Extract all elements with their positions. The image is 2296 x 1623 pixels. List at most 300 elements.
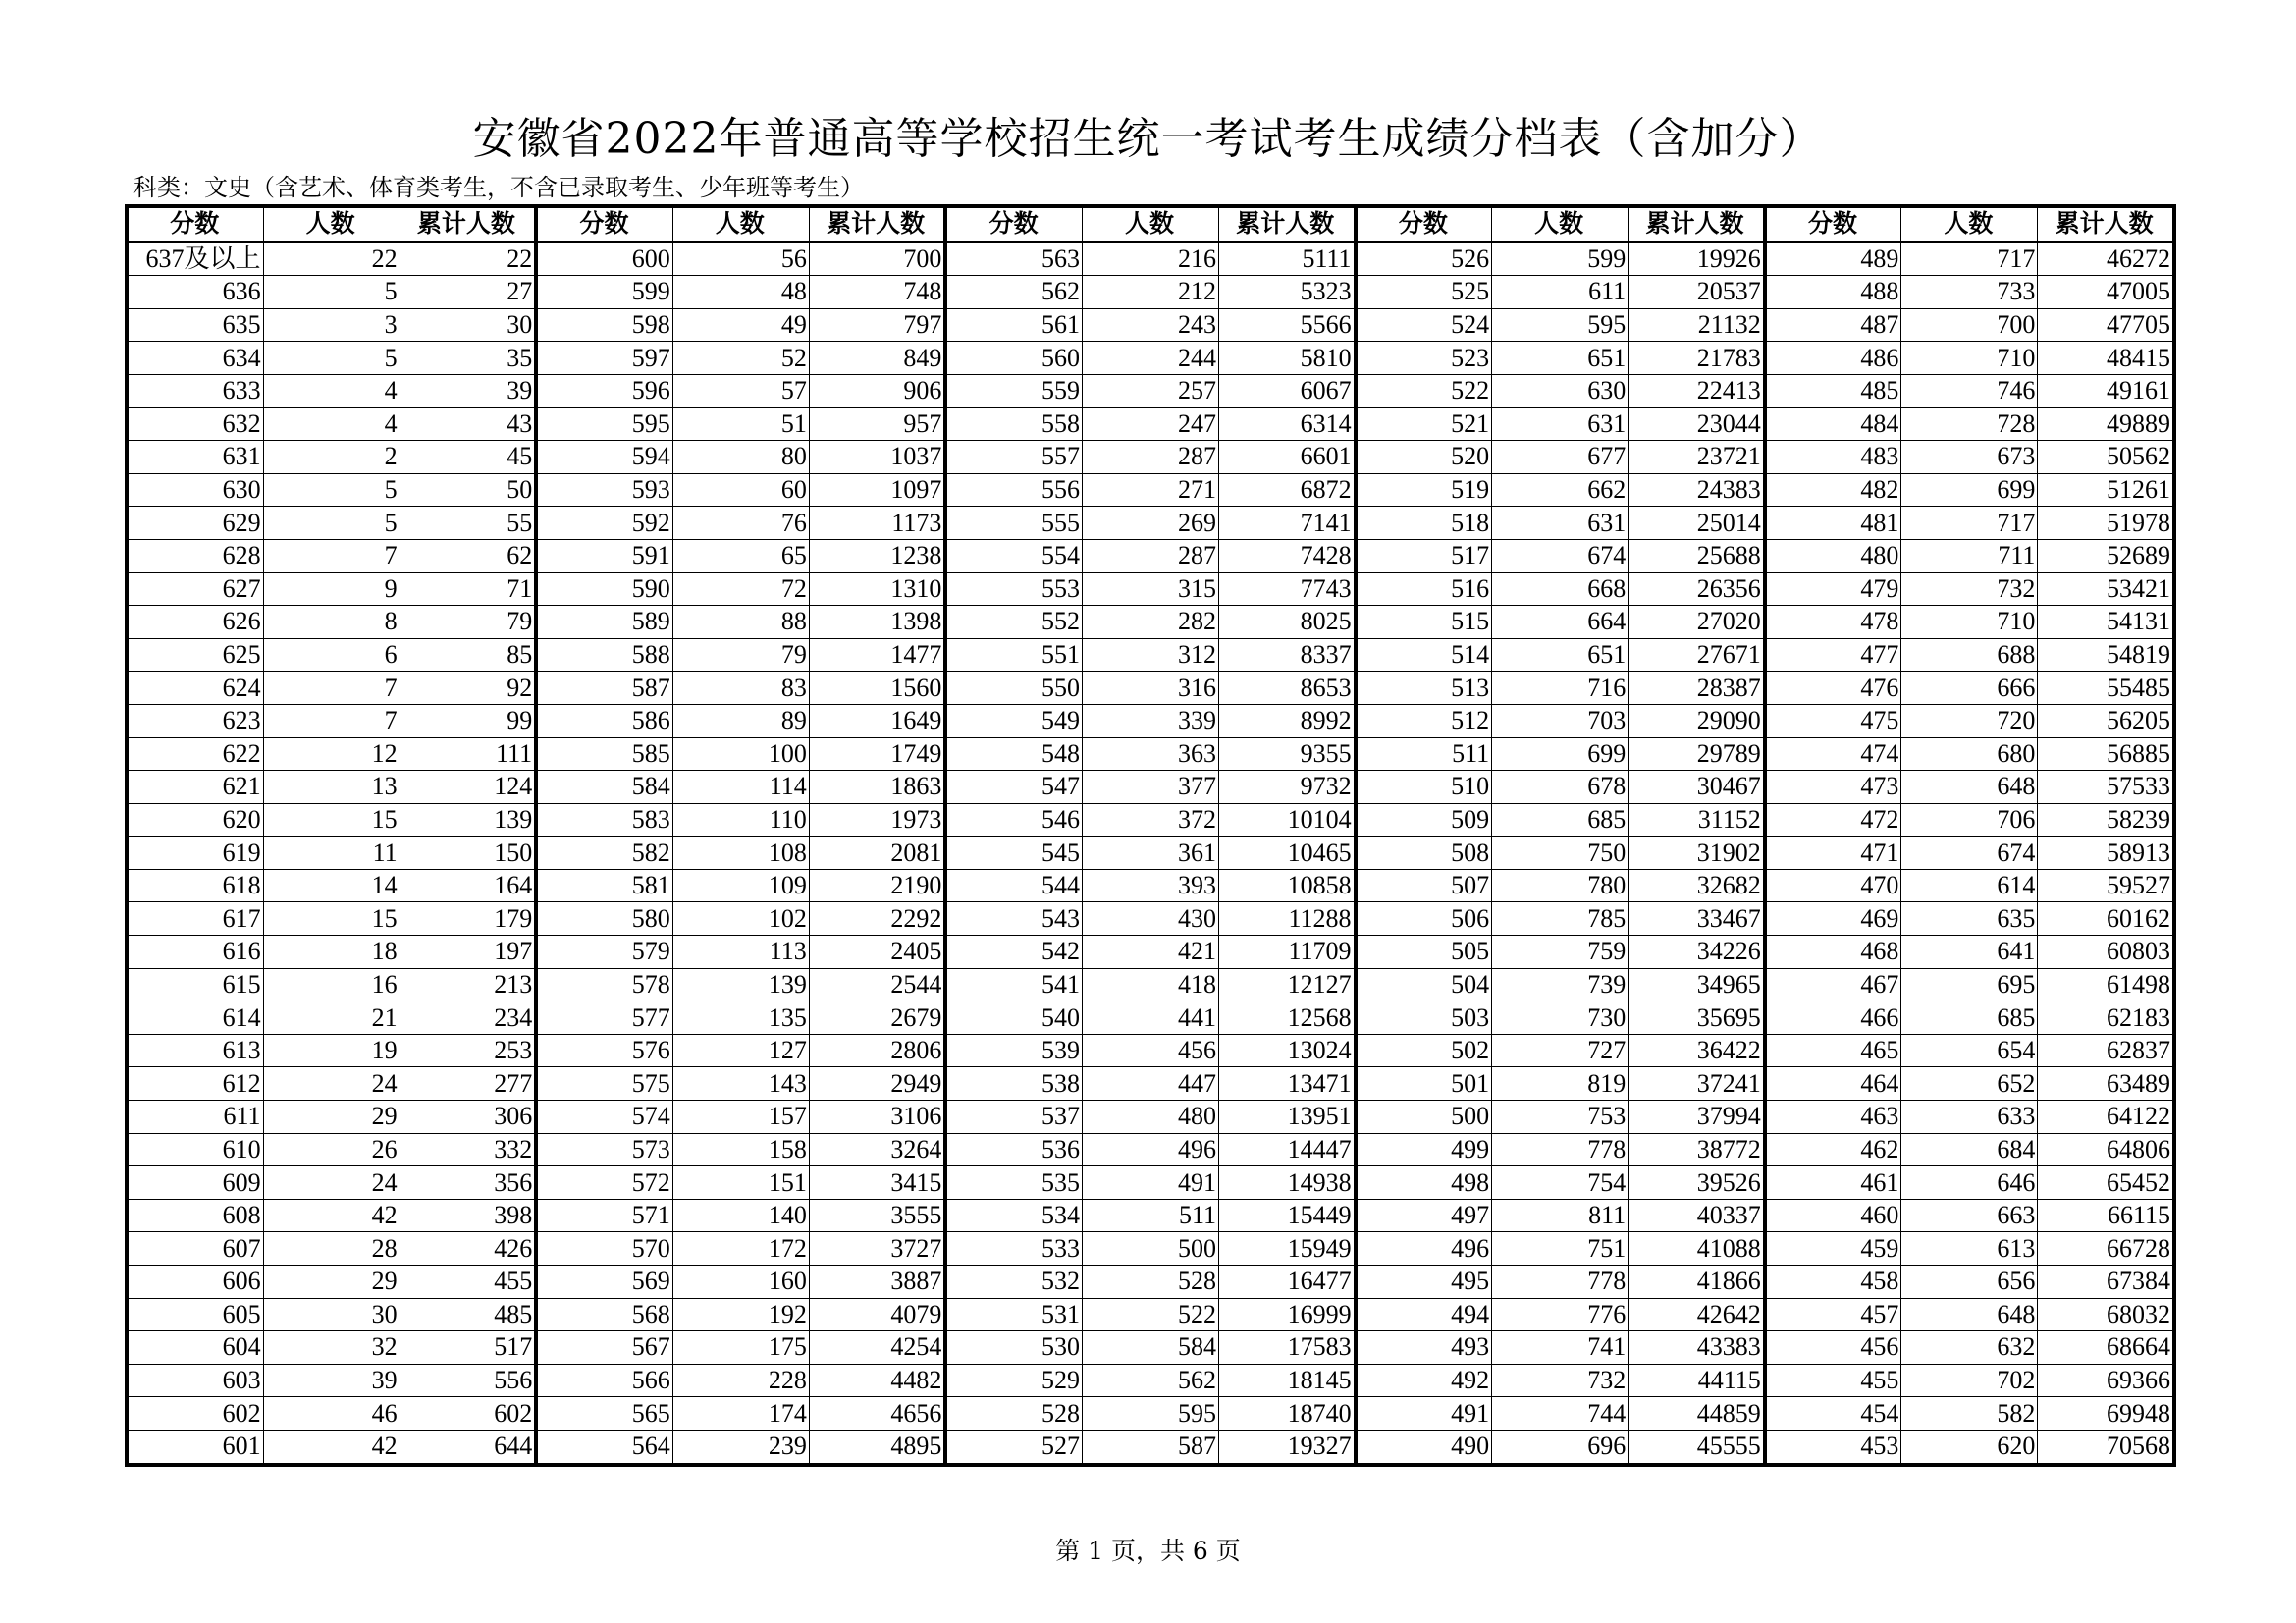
header-cumulative-g4: 累计人数 — [1629, 206, 1765, 242]
cell-cumulative: 51261 — [2038, 473, 2174, 507]
cell-score: 508 — [1356, 837, 1492, 870]
cell-score: 521 — [1356, 407, 1492, 441]
cell-count: 135 — [672, 1001, 809, 1035]
cell-score: 502 — [1356, 1034, 1492, 1067]
table-row — [127, 837, 2174, 870]
header-cumulative-g1: 累计人数 — [400, 206, 536, 242]
cell-cumulative: 36422 — [1629, 1034, 1765, 1067]
cell-count: 239 — [672, 1430, 809, 1464]
cell-count: 744 — [1492, 1397, 1629, 1431]
cell-cumulative: 44115 — [1629, 1364, 1765, 1397]
header-cumulative-g3: 累计人数 — [1219, 206, 1356, 242]
cell-cumulative: 5323 — [1219, 276, 1356, 309]
header-count-g2: 人数 — [672, 206, 809, 242]
cell-cumulative: 19327 — [1219, 1430, 1356, 1464]
cell-cumulative: 20537 — [1629, 276, 1765, 309]
cell-cumulative: 21132 — [1629, 308, 1765, 342]
cell-score: 487 — [1765, 308, 1901, 342]
cell-score: 453 — [1765, 1430, 1901, 1464]
cell-cumulative: 49161 — [2038, 374, 2174, 407]
header-count-g3: 人数 — [1082, 206, 1218, 242]
cell-count: 630 — [1492, 374, 1629, 407]
cell-cumulative: 39 — [400, 374, 536, 407]
cell-count: 247 — [1082, 407, 1218, 441]
cell-cumulative: 3887 — [809, 1266, 945, 1299]
cell-count: 7 — [263, 704, 400, 737]
cell-count: 244 — [1082, 342, 1218, 375]
cell-score: 607 — [127, 1232, 263, 1266]
cell-count: 662 — [1492, 473, 1629, 507]
cell-cumulative: 7743 — [1219, 572, 1356, 606]
cell-cumulative: 63489 — [2038, 1067, 2174, 1101]
cell-cumulative: 9732 — [1219, 771, 1356, 804]
cell-count: 635 — [1901, 902, 2038, 936]
cell-count: 599 — [1492, 242, 1629, 276]
cell-count: 732 — [1901, 572, 2038, 606]
header-count-g4: 人数 — [1492, 206, 1629, 242]
cell-cumulative: 60803 — [2038, 936, 2174, 969]
cell-cumulative: 234 — [400, 1001, 536, 1035]
cell-count: 377 — [1082, 771, 1218, 804]
cell-cumulative: 43 — [400, 407, 536, 441]
cell-score: 564 — [536, 1430, 672, 1464]
cell-count: 42 — [263, 1430, 400, 1464]
table-row — [127, 539, 2174, 572]
cell-cumulative: 30 — [400, 308, 536, 342]
cell-cumulative: 62837 — [2038, 1034, 2174, 1067]
cell-count: 500 — [1082, 1232, 1218, 1266]
cell-score: 563 — [945, 242, 1082, 276]
page-title: 安徽省2022年普通高等学校招生统一考试考生成绩分档表（含加分） — [472, 114, 1824, 164]
cell-cumulative: 139 — [400, 803, 536, 837]
cell-count: 646 — [1901, 1166, 2038, 1200]
table-row — [127, 1331, 2174, 1365]
cell-count: 641 — [1901, 936, 2038, 969]
cell-count: 584 — [1082, 1331, 1218, 1365]
cell-cumulative: 602 — [400, 1397, 536, 1431]
cell-count: 175 — [672, 1331, 809, 1365]
cell-count: 174 — [672, 1397, 809, 1431]
cell-count: 684 — [1901, 1133, 2038, 1166]
cell-score: 525 — [1356, 276, 1492, 309]
cell-score: 509 — [1356, 803, 1492, 837]
cell-count: 674 — [1901, 837, 2038, 870]
cell-score: 471 — [1765, 837, 1901, 870]
cell-score: 458 — [1765, 1266, 1901, 1299]
cell-score: 601 — [127, 1430, 263, 1464]
cell-count: 151 — [672, 1166, 809, 1200]
cell-score: 581 — [536, 869, 672, 902]
cell-count: 491 — [1082, 1166, 1218, 1200]
cell-count: 480 — [1082, 1101, 1218, 1134]
cell-count: 685 — [1492, 803, 1629, 837]
cell-count: 79 — [672, 638, 809, 672]
cell-count: 24 — [263, 1166, 400, 1200]
cell-count: 733 — [1901, 276, 2038, 309]
cell-cumulative: 25014 — [1629, 507, 1765, 540]
cell-cumulative: 7141 — [1219, 507, 1356, 540]
cell-count: 7 — [263, 672, 400, 705]
cell-score: 517 — [1356, 539, 1492, 572]
cell-score: 495 — [1356, 1266, 1492, 1299]
cell-score: 586 — [536, 704, 672, 737]
cell-count: 140 — [672, 1199, 809, 1232]
cell-cumulative: 15949 — [1219, 1232, 1356, 1266]
cell-cumulative: 71 — [400, 572, 536, 606]
cell-score: 611 — [127, 1101, 263, 1134]
cell-cumulative: 213 — [400, 968, 536, 1001]
cell-count: 511 — [1082, 1199, 1218, 1232]
cell-score: 485 — [1765, 374, 1901, 407]
cell-score: 590 — [536, 572, 672, 606]
cell-count: 29 — [263, 1266, 400, 1299]
cell-score: 532 — [945, 1266, 1082, 1299]
cell-cumulative: 47705 — [2038, 308, 2174, 342]
cell-cumulative: 24383 — [1629, 473, 1765, 507]
cell-count: 6 — [263, 638, 400, 672]
cell-score: 603 — [127, 1364, 263, 1397]
cell-cumulative: 1310 — [809, 572, 945, 606]
cell-score: 537 — [945, 1101, 1082, 1134]
cell-score: 589 — [536, 606, 672, 639]
cell-cumulative: 49889 — [2038, 407, 2174, 441]
cell-cumulative: 23044 — [1629, 407, 1765, 441]
cell-count: 282 — [1082, 606, 1218, 639]
cell-cumulative: 92 — [400, 672, 536, 705]
cell-score: 595 — [536, 407, 672, 441]
cell-cumulative: 19926 — [1629, 242, 1765, 276]
cell-score: 573 — [536, 1133, 672, 1166]
cell-cumulative: 65452 — [2038, 1166, 2174, 1200]
cell-cumulative: 4254 — [809, 1331, 945, 1365]
cell-score: 522 — [1356, 374, 1492, 407]
cell-cumulative: 79 — [400, 606, 536, 639]
cell-count: 678 — [1492, 771, 1629, 804]
table-row — [127, 869, 2174, 902]
cell-cumulative: 9355 — [1219, 737, 1356, 771]
cell-cumulative: 4656 — [809, 1397, 945, 1431]
score-distribution-table — [125, 204, 2176, 1467]
table-row — [127, 638, 2174, 672]
cell-cumulative: 8337 — [1219, 638, 1356, 672]
cell-cumulative: 2949 — [809, 1067, 945, 1101]
cell-score: 553 — [945, 572, 1082, 606]
cell-count: 4 — [263, 374, 400, 407]
cell-score: 491 — [1356, 1397, 1492, 1431]
cell-cumulative: 21783 — [1629, 342, 1765, 375]
cell-cumulative: 4895 — [809, 1430, 945, 1464]
cell-cumulative: 3555 — [809, 1199, 945, 1232]
cell-count: 441 — [1082, 1001, 1218, 1035]
cell-score: 503 — [1356, 1001, 1492, 1035]
cell-score: 587 — [536, 672, 672, 705]
cell-count: 696 — [1492, 1430, 1629, 1464]
cell-count: 216 — [1082, 242, 1218, 276]
cell-cumulative: 85 — [400, 638, 536, 672]
cell-score: 548 — [945, 737, 1082, 771]
cell-cumulative: 69948 — [2038, 1397, 2174, 1431]
table-row — [127, 374, 2174, 407]
cell-cumulative: 197 — [400, 936, 536, 969]
cell-count: 706 — [1901, 803, 2038, 837]
cell-count: 717 — [1901, 242, 2038, 276]
cell-cumulative: 10465 — [1219, 837, 1356, 870]
cell-count: 648 — [1901, 1298, 2038, 1331]
cell-cumulative: 35 — [400, 342, 536, 375]
cell-count: 651 — [1492, 342, 1629, 375]
cell-cumulative: 37994 — [1629, 1101, 1765, 1134]
cell-score: 486 — [1765, 342, 1901, 375]
cell-count: 582 — [1901, 1397, 2038, 1431]
cell-count: 46 — [263, 1397, 400, 1431]
cell-cumulative: 64122 — [2038, 1101, 2174, 1134]
cell-count: 21 — [263, 1001, 400, 1035]
cell-score: 520 — [1356, 441, 1492, 474]
cell-cumulative: 68032 — [2038, 1298, 2174, 1331]
cell-cumulative: 455 — [400, 1266, 536, 1299]
cell-cumulative: 66115 — [2038, 1199, 2174, 1232]
cell-cumulative: 2806 — [809, 1034, 945, 1067]
cell-score: 478 — [1765, 606, 1901, 639]
cell-score: 599 — [536, 276, 672, 309]
cell-score: 501 — [1356, 1067, 1492, 1101]
cell-cumulative: 1398 — [809, 606, 945, 639]
cell-count: 109 — [672, 869, 809, 902]
cell-count: 751 — [1492, 1232, 1629, 1266]
cell-count: 595 — [1492, 308, 1629, 342]
cell-count: 3 — [263, 308, 400, 342]
cell-count: 780 — [1492, 869, 1629, 902]
cell-cumulative: 18740 — [1219, 1397, 1356, 1431]
cell-count: 732 — [1492, 1364, 1629, 1397]
table-row — [127, 704, 2174, 737]
cell-cumulative: 59527 — [2038, 869, 2174, 902]
cell-score: 546 — [945, 803, 1082, 837]
header-score-g5: 分数 — [1765, 206, 1901, 242]
cell-cumulative: 2190 — [809, 869, 945, 902]
table-row — [127, 276, 2174, 309]
cell-cumulative: 16999 — [1219, 1298, 1356, 1331]
cell-score: 602 — [127, 1397, 263, 1431]
cell-cumulative: 48415 — [2038, 342, 2174, 375]
cell-score: 559 — [945, 374, 1082, 407]
cell-score: 574 — [536, 1101, 672, 1134]
cell-count: 753 — [1492, 1101, 1629, 1134]
cell-score: 547 — [945, 771, 1082, 804]
cell-cumulative: 62 — [400, 539, 536, 572]
cell-score: 542 — [945, 936, 1082, 969]
table-row — [127, 1034, 2174, 1067]
cell-cumulative: 426 — [400, 1232, 536, 1266]
cell-cumulative: 13951 — [1219, 1101, 1356, 1134]
cell-count: 24 — [263, 1067, 400, 1101]
cell-cumulative: 39526 — [1629, 1166, 1765, 1200]
cell-count: 102 — [672, 902, 809, 936]
cell-cumulative: 8653 — [1219, 672, 1356, 705]
cell-score: 568 — [536, 1298, 672, 1331]
cell-count: 631 — [1492, 507, 1629, 540]
cell-score: 567 — [536, 1331, 672, 1365]
cell-count: 339 — [1082, 704, 1218, 737]
cell-count: 695 — [1901, 968, 2038, 1001]
cell-score: 569 — [536, 1266, 672, 1299]
cell-cumulative: 2081 — [809, 837, 945, 870]
cell-cumulative: 3264 — [809, 1133, 945, 1166]
cell-count: 421 — [1082, 936, 1218, 969]
cell-cumulative: 124 — [400, 771, 536, 804]
cell-score: 619 — [127, 837, 263, 870]
cell-count: 4 — [263, 407, 400, 441]
cell-cumulative: 37241 — [1629, 1067, 1765, 1101]
cell-score: 530 — [945, 1331, 1082, 1365]
cell-count: 685 — [1901, 1001, 2038, 1035]
cell-score: 614 — [127, 1001, 263, 1035]
cell-cumulative: 40337 — [1629, 1199, 1765, 1232]
cell-count: 160 — [672, 1266, 809, 1299]
header-score-g4: 分数 — [1356, 206, 1492, 242]
header-score-g3: 分数 — [945, 206, 1082, 242]
cell-count: 315 — [1082, 572, 1218, 606]
cell-cumulative: 1649 — [809, 704, 945, 737]
cell-score: 534 — [945, 1199, 1082, 1232]
cell-count: 5 — [263, 507, 400, 540]
cell-cumulative: 16477 — [1219, 1266, 1356, 1299]
cell-score: 516 — [1356, 572, 1492, 606]
cell-cumulative: 42642 — [1629, 1298, 1765, 1331]
cell-cumulative: 64806 — [2038, 1133, 2174, 1166]
table-row — [127, 1430, 2174, 1464]
cell-score: 610 — [127, 1133, 263, 1166]
cell-score: 457 — [1765, 1298, 1901, 1331]
cell-score: 493 — [1356, 1331, 1492, 1365]
cell-count: 785 — [1492, 902, 1629, 936]
table-row — [127, 1101, 2174, 1134]
cell-score: 462 — [1765, 1133, 1901, 1166]
cell-count: 702 — [1901, 1364, 2038, 1397]
cell-cumulative: 17583 — [1219, 1331, 1356, 1365]
cell-score: 624 — [127, 672, 263, 705]
cell-cumulative: 957 — [809, 407, 945, 441]
cell-score: 512 — [1356, 704, 1492, 737]
table-row — [127, 407, 2174, 441]
cell-count: 12 — [263, 737, 400, 771]
cell-count: 28 — [263, 1232, 400, 1266]
cell-count: 88 — [672, 606, 809, 639]
cell-score: 469 — [1765, 902, 1901, 936]
cell-count: 674 — [1492, 539, 1629, 572]
cell-score: 593 — [536, 473, 672, 507]
cell-cumulative: 18145 — [1219, 1364, 1356, 1397]
cell-score: 459 — [1765, 1232, 1901, 1266]
cell-cumulative: 29090 — [1629, 704, 1765, 737]
cell-count: 710 — [1901, 342, 2038, 375]
cell-score: 500 — [1356, 1101, 1492, 1134]
cell-score: 582 — [536, 837, 672, 870]
header-score-g1: 分数 — [127, 206, 263, 242]
cell-count: 372 — [1082, 803, 1218, 837]
cell-cumulative: 31152 — [1629, 803, 1765, 837]
cell-count: 496 — [1082, 1133, 1218, 1166]
table-row — [127, 1397, 2174, 1431]
cell-count: 611 — [1492, 276, 1629, 309]
table-row — [127, 936, 2174, 969]
cell-score: 584 — [536, 771, 672, 804]
cell-count: 83 — [672, 672, 809, 705]
cell-count: 664 — [1492, 606, 1629, 639]
cell-count: 456 — [1082, 1034, 1218, 1067]
cell-cumulative: 27671 — [1629, 638, 1765, 672]
cell-score: 496 — [1356, 1232, 1492, 1266]
cell-score: 557 — [945, 441, 1082, 474]
cell-score: 513 — [1356, 672, 1492, 705]
cell-cumulative: 41088 — [1629, 1232, 1765, 1266]
cell-count: 287 — [1082, 539, 1218, 572]
cell-count: 5 — [263, 473, 400, 507]
cell-cumulative: 797 — [809, 308, 945, 342]
table-row — [127, 803, 2174, 837]
cell-score: 615 — [127, 968, 263, 1001]
cell-count: 29 — [263, 1101, 400, 1134]
cell-count: 710 — [1901, 606, 2038, 639]
cell-score: 620 — [127, 803, 263, 837]
cell-score: 540 — [945, 1001, 1082, 1035]
cell-cumulative: 35695 — [1629, 1001, 1765, 1035]
cell-cumulative: 56885 — [2038, 737, 2174, 771]
cell-cumulative: 67384 — [2038, 1266, 2174, 1299]
cell-score: 539 — [945, 1034, 1082, 1067]
cell-score: 598 — [536, 308, 672, 342]
cell-count: 30 — [263, 1298, 400, 1331]
cell-cumulative: 23721 — [1629, 441, 1765, 474]
cell-count: 139 — [672, 968, 809, 1001]
cell-count: 811 — [1492, 1199, 1629, 1232]
cell-cumulative: 4482 — [809, 1364, 945, 1397]
cell-score: 488 — [1765, 276, 1901, 309]
cell-cumulative: 61498 — [2038, 968, 2174, 1001]
cell-score: 529 — [945, 1364, 1082, 1397]
cell-score: 560 — [945, 342, 1082, 375]
cell-score: 585 — [536, 737, 672, 771]
cell-count: 418 — [1082, 968, 1218, 1001]
cell-count: 312 — [1082, 638, 1218, 672]
cell-score: 625 — [127, 638, 263, 672]
cell-count: 114 — [672, 771, 809, 804]
cell-cumulative: 14447 — [1219, 1133, 1356, 1166]
cell-count: 13 — [263, 771, 400, 804]
cell-count: 49 — [672, 308, 809, 342]
cell-cumulative: 27020 — [1629, 606, 1765, 639]
cell-cumulative: 51978 — [2038, 507, 2174, 540]
cell-score: 498 — [1356, 1166, 1492, 1200]
cell-count: 819 — [1492, 1067, 1629, 1101]
cell-cumulative: 41866 — [1629, 1266, 1765, 1299]
cell-cumulative: 58239 — [2038, 803, 2174, 837]
cell-score: 636 — [127, 276, 263, 309]
cell-count: 528 — [1082, 1266, 1218, 1299]
cell-cumulative: 46272 — [2038, 242, 2174, 276]
cell-score: 527 — [945, 1430, 1082, 1464]
cell-count: 8 — [263, 606, 400, 639]
cell-score: 618 — [127, 869, 263, 902]
cell-score: 467 — [1765, 968, 1901, 1001]
header-count-g5: 人数 — [1901, 206, 2038, 242]
cell-score: 631 — [127, 441, 263, 474]
cell-count: 631 — [1492, 407, 1629, 441]
cell-count: 699 — [1492, 737, 1629, 771]
cell-score: 541 — [945, 968, 1082, 1001]
cell-cumulative: 2405 — [809, 936, 945, 969]
cell-count: 127 — [672, 1034, 809, 1067]
